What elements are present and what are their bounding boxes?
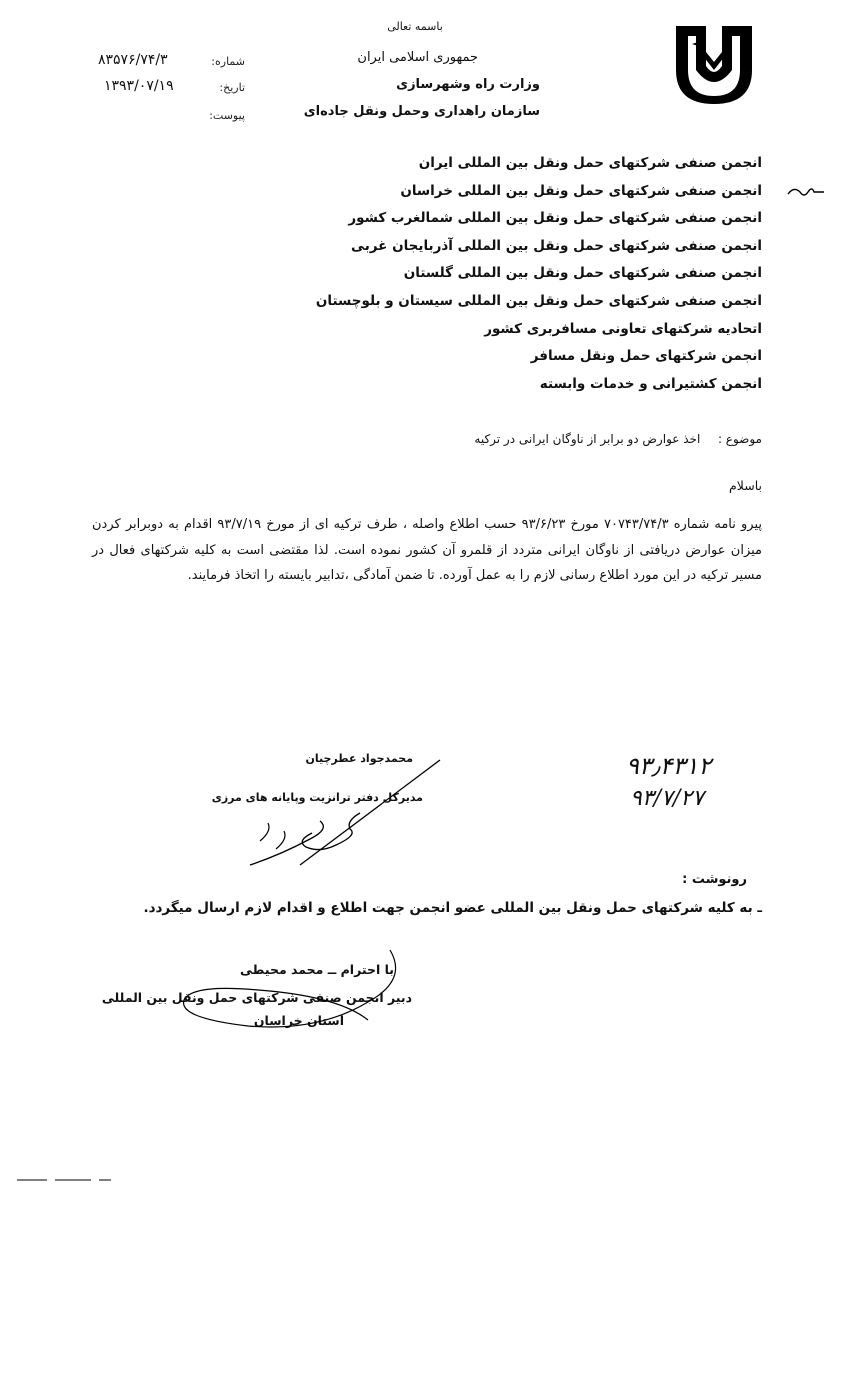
cc-label: رونوشت : (682, 872, 747, 887)
recipient-item: انجمن کشتیرانی و خدمات وابسته (539, 375, 762, 392)
greeting: باسلام (729, 478, 762, 493)
recipient-item: انجمن صنفی شرکتهای حمل ونقل بین المللی ایران (418, 155, 762, 171)
recipient-item: انجمن صنفی شرکتهای حمل ونقل بین المللی آذربایجان غربی (351, 237, 762, 254)
signatory-name: محمدجواد عطرچیان (305, 752, 413, 765)
subject-text: اخذ عوارض دو برابر از ناوگان ایرانی در ترکیه (474, 432, 701, 446)
cc-text: ـ به کلیه شرکتهای حمل ونقل بین المللی عضو انجمن جهت اطلاع و اقدام لازم ارسال میگردد. (143, 900, 762, 916)
signatory-title: مدیرکل دفتر ترانزیت وپایانه های مرزی (211, 791, 423, 804)
recipient-item: انجمن صنفی شرکتهای حمل ونقل بین المللی شمالغرب کشور (348, 210, 762, 227)
organization-logo (670, 20, 758, 108)
closing-title: دبیر انجمن صنفی شرکتهای حمل ونقل بین المللی (101, 990, 412, 1005)
recipient-item: انجمن شرکتهای حمل ونقل مسافر (530, 348, 762, 365)
closing-province: استان خراسان (253, 1013, 344, 1028)
recipient-item: اتحادیه شرکتهای تعاونی مسافربری کشور (484, 320, 762, 337)
invocation-text: باسمه تعالی (387, 20, 443, 33)
handwritten-date: ۹۳/۷/۲۷ (630, 786, 704, 811)
recipient-list (262, 150, 762, 398)
organization-line: سازمان راهداری وحمل ونقل جاده‌ای (303, 104, 540, 119)
subject-label: موضوع : (717, 432, 762, 446)
signature (240, 755, 450, 875)
recipient-item: انجمن صنفی شرکتهای حمل ونقل بین المللی گلستان (403, 265, 762, 282)
number-value: ۸۳۵۷۶/۷۴/۳ (98, 52, 168, 68)
number-label: شماره: (211, 55, 245, 68)
margin-pen-mark (786, 180, 826, 204)
recipient-item: انجمن صنفی شرکتهای حمل ونقل بین المللی سیستان و بلوچستان (315, 292, 762, 309)
closing-regards: با احترام ــ محمد محیطی (240, 962, 394, 977)
attachment-label: پیوست: (209, 109, 245, 122)
handwritten-number: ۹۳٫۴۳۱۲ (626, 752, 712, 780)
date-value: ۱۳۹۳/۰۷/۱۹ (104, 78, 174, 94)
handwritten-reference (618, 752, 738, 822)
ministry-line: وزارت راه وشهرسازی (396, 77, 540, 92)
republic-line: جمهوری اسلامی ایران (357, 50, 478, 65)
closing-signature (168, 940, 408, 1040)
letter-body: پیرو نامه شماره ۷۰۷۴۳/۷۴/۳ مورخ ۹۳/۶/۲۳ حسب اطلاع واصله ، طرف ترکیه ای از مورخ ۹۳/۷/۱۹ اقدام به دوبرابر کردن میزان عوارض دریافتی از ناوگان ایرانی متردد از قلمرو آن کشور نموده است. لذا مقتضی است به کلیه شرکتهای فعال در مسیر ترکیه در این مورد اطلاع رسانی لازم را به عمل آورده. تا ضمن آمادگی ،تدابیر بایسته را اتخاذ فرمایند. (92, 517, 762, 583)
footer-dash-marks (15, 1167, 115, 1171)
date-label: تاریخ: (219, 81, 245, 94)
recipient-item: انجمن صنفی شرکتهای حمل ونقل بین المللی خراسان (400, 182, 762, 199)
subject-line (474, 432, 762, 446)
